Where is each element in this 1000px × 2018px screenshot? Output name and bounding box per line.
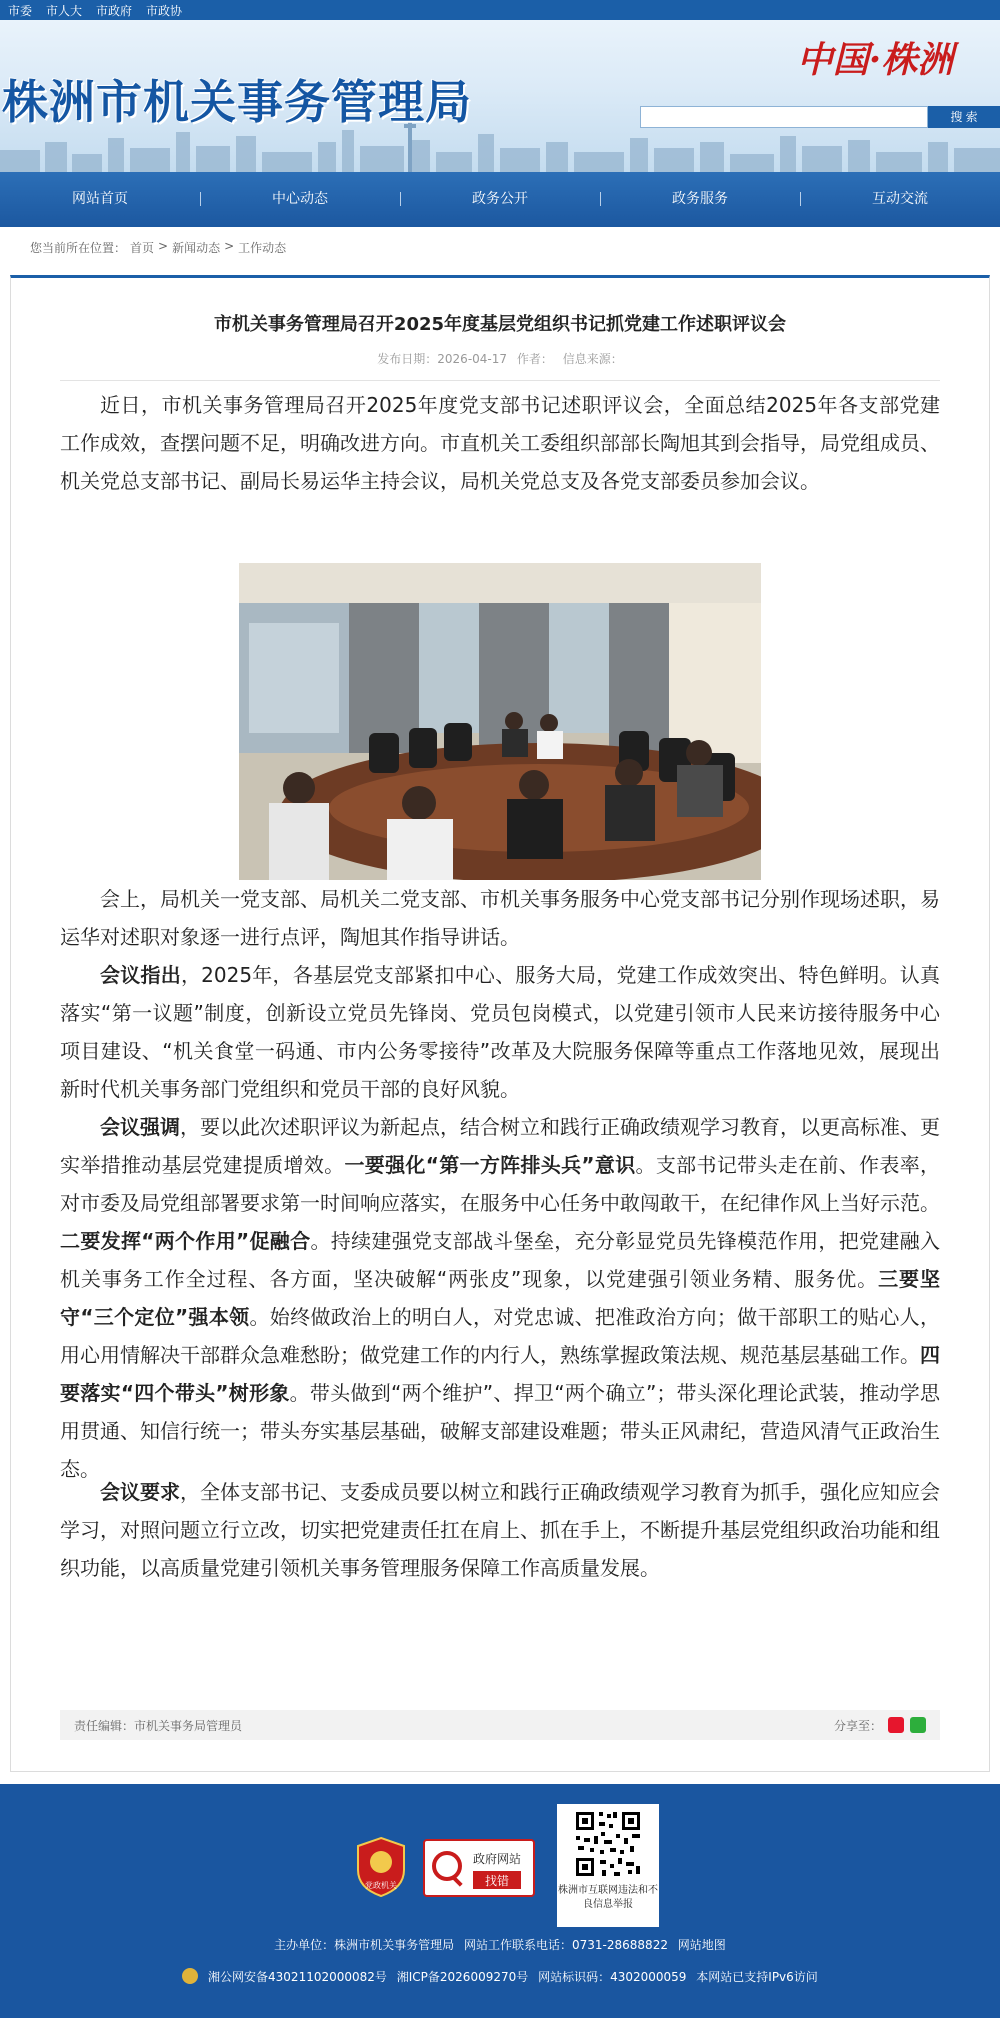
paragraph-3 — [60, 956, 940, 1108]
find-error-badge[interactable] — [423, 1839, 535, 1897]
footer-phone: 网站工作联系电话：0731-28688822 — [464, 1938, 668, 1952]
breadcrumb-separator: > — [158, 239, 169, 253]
footer-site-code: 网站标识码：4302000059 — [538, 1970, 687, 1984]
meeting-photo — [239, 563, 761, 880]
find-error-sub: 找错 — [484, 1874, 510, 1888]
main-nav — [0, 172, 1000, 227]
point-4-lead: 四要落实“四个带头”树形象 — [60, 1343, 940, 1405]
point-1-lead: 一要强化“第一方阵排头兵”意识 — [344, 1153, 636, 1177]
footer-host: 主办单位：株洲市机关事务管理局 — [274, 1938, 455, 1952]
paragraph-4 — [60, 1108, 940, 1488]
paragraph-5-lead: 会议要求 — [100, 1480, 180, 1504]
china-zhuzhou-logo — [775, 28, 975, 92]
top-link-congress[interactable]: 市人大 — [46, 3, 83, 18]
top-link-party-committee[interactable]: 市委 — [8, 3, 33, 18]
paragraph-4-lead: 会议强调 — [100, 1115, 180, 1139]
party-emblem-label: 党政机关 — [365, 1881, 397, 1890]
header-banner — [0, 20, 1000, 172]
top-link-government[interactable]: 市政府 — [96, 3, 133, 18]
article-meta — [0, 350, 1000, 367]
weibo-share-icon[interactable] — [888, 1717, 904, 1733]
search-input[interactable] — [640, 106, 928, 128]
title-divider — [60, 380, 940, 381]
footer-record-line — [0, 1968, 1000, 1985]
qr-caption: 株洲市互联网违法和不良信息举报 — [558, 1885, 658, 1910]
point-3-lead: 三要坚守“三个定位”强本领 — [60, 1267, 940, 1329]
footer-host-line — [0, 1936, 1000, 1953]
author-label: 作者： — [516, 352, 553, 366]
editor-label: 责任编辑：市机关事务局管理员 — [74, 1718, 243, 1733]
report-qr-block[interactable] — [557, 1804, 659, 1927]
breadcrumb-home[interactable]: 首页 — [130, 241, 155, 255]
paragraph-5 — [60, 1473, 940, 1587]
site-title: 株洲市机关事务管理局 — [2, 75, 472, 129]
point-4-body: 。带头做到“两个维护”、捍卫“两个确立”；带头深化理论武装，推动学思用贯通、知信行统一；带头夯实基层基础，破解支部建设难题；带头正风肃纪，营造风清气正政治生态。 — [60, 1381, 940, 1481]
nav-item-interaction[interactable]: 互动交流 — [800, 172, 1000, 227]
point-2-body: 。持续建强党支部战斗堡垒，充分彰显党员先锋模范作用，把党建融入机关事务工作全过程、各方面，坚决破解“两张皮”现象，以党建强引领业务精、服务优。 — [60, 1229, 940, 1291]
breadcrumb — [30, 239, 286, 256]
footer-icp-record[interactable]: 湘ICP备2026009270号 — [396, 1970, 529, 1984]
breadcrumb-news[interactable]: 新闻动态 — [172, 241, 221, 255]
publish-date: 发布日期：2026-04-17 — [377, 352, 508, 366]
paragraph-3-body: ，2025年，各基层党支部紧扣中心、服务大局，党建工作成效突出、特色鲜明。认真落实“第一议题”制度，创新设立党员先锋岗、党员包岗模式，以党建引领市人民来访接待服务中心项目建设、“机关食堂一码通、市内公务零接待”改革及大院服务保障等重点工作落地见效，展现出新时代机关事务部门党组织和党员干部的良好风貌。 — [60, 963, 940, 1101]
paragraph-2: 会上，局机关一党支部、局机关二党支部、市机关事务服务中心党支部书记分别作现场述职，易运华对述职对象逐一进行点评，陶旭其作指导讲话。 — [60, 887, 940, 949]
point-3-body: 。始终做政治上的明白人，对党忠诚、把准政治方向；做干部职工的贴心人，用心用情解决干部群众急难愁盼；做党建工作的内行人，熟练掌握政策法规、规范基层基础工作。 — [60, 1305, 941, 1367]
search-button[interactable]: 搜 索 — [928, 106, 1000, 128]
share-group — [834, 1717, 926, 1734]
breadcrumb-work-news[interactable]: 工作动态 — [238, 241, 287, 255]
site-footer — [0, 1784, 1000, 2018]
qr-code-icon — [557, 1804, 659, 1884]
footer-sitemap-link[interactable]: 网站地图 — [677, 1938, 726, 1952]
share-label: 分享至： — [833, 1718, 882, 1733]
nav-item-services[interactable]: 政务服务 — [600, 172, 800, 227]
magnifier-icon — [425, 1841, 533, 1895]
point-2-lead: 二要发挥“两个作用”促融合 — [60, 1229, 311, 1253]
police-badge-icon — [182, 1968, 198, 1984]
breadcrumb-prefix: 您当前所在位置： — [30, 241, 127, 255]
point-1-body: 。支部书记带头走在前、作表率，对市委及局党组部署要求第一时间响应落实，在服务中心任务中敢闯敢干，在纪律作风上当好示范。 — [60, 1153, 941, 1215]
logo-text: 中国·株洲 — [796, 39, 954, 81]
wechat-share-icon[interactable] — [910, 1717, 926, 1733]
nav-item-home[interactable]: 网站首页 — [72, 191, 128, 207]
nav-item-center-news[interactable]: 中心动态 — [200, 172, 400, 227]
party-emblem-icon[interactable] — [354, 1836, 408, 1898]
article-title: 市机关事务管理局召开2025年度基层党组织书记抓党建工作述职评议会 — [213, 314, 787, 335]
footer-police-record[interactable]: 湘公网安备43021102000082号 — [208, 1970, 387, 1984]
paragraph-5-body: ，全体支部书记、支委成员要以树立和践行正确政绩观学习教育为抓手，强化应知应会学习，对照问题立行立改，切实把党建责任扛在肩上、抓在手上，不断提升基层党组织政治功能和组织功能，以高质量党建引领机关事务管理服务保障工作高质量发展。 — [60, 1480, 940, 1580]
nav-item-government-affairs[interactable]: 政务公开 — [400, 172, 600, 227]
find-error-title: 政府网站 — [472, 1852, 522, 1866]
paragraph-1: 近日，市机关事务管理局召开2025年度党支部书记述职评议会，全面总结2025年各支部党建工作成效，查摆问题不足，明确改进方向。市直机关工委组织部部长陶旭其到会指导，局党组成员、机关党总支部书记、副局长易运华主持会议，局机关党总支及各党支部委员参加会议。 — [60, 393, 940, 493]
footer-ipv6: 本网站已支持IPv6访问 — [696, 1970, 818, 1984]
breadcrumb-separator: > — [224, 239, 235, 253]
top-link-bar — [0, 0, 1000, 20]
top-link-cppcc[interactable]: 市政协 — [146, 3, 183, 18]
article-footer-bar — [60, 1710, 940, 1740]
paragraph-4-body: ，要以此次述职评议为新起点，结合树立和践行正确政绩观学习教育，以更高标准、更实举措推动基层党建提质增效。 — [60, 1115, 940, 1177]
paragraph-3-lead: 会议指出 — [100, 963, 181, 987]
source-label: 信息来源： — [562, 352, 623, 366]
